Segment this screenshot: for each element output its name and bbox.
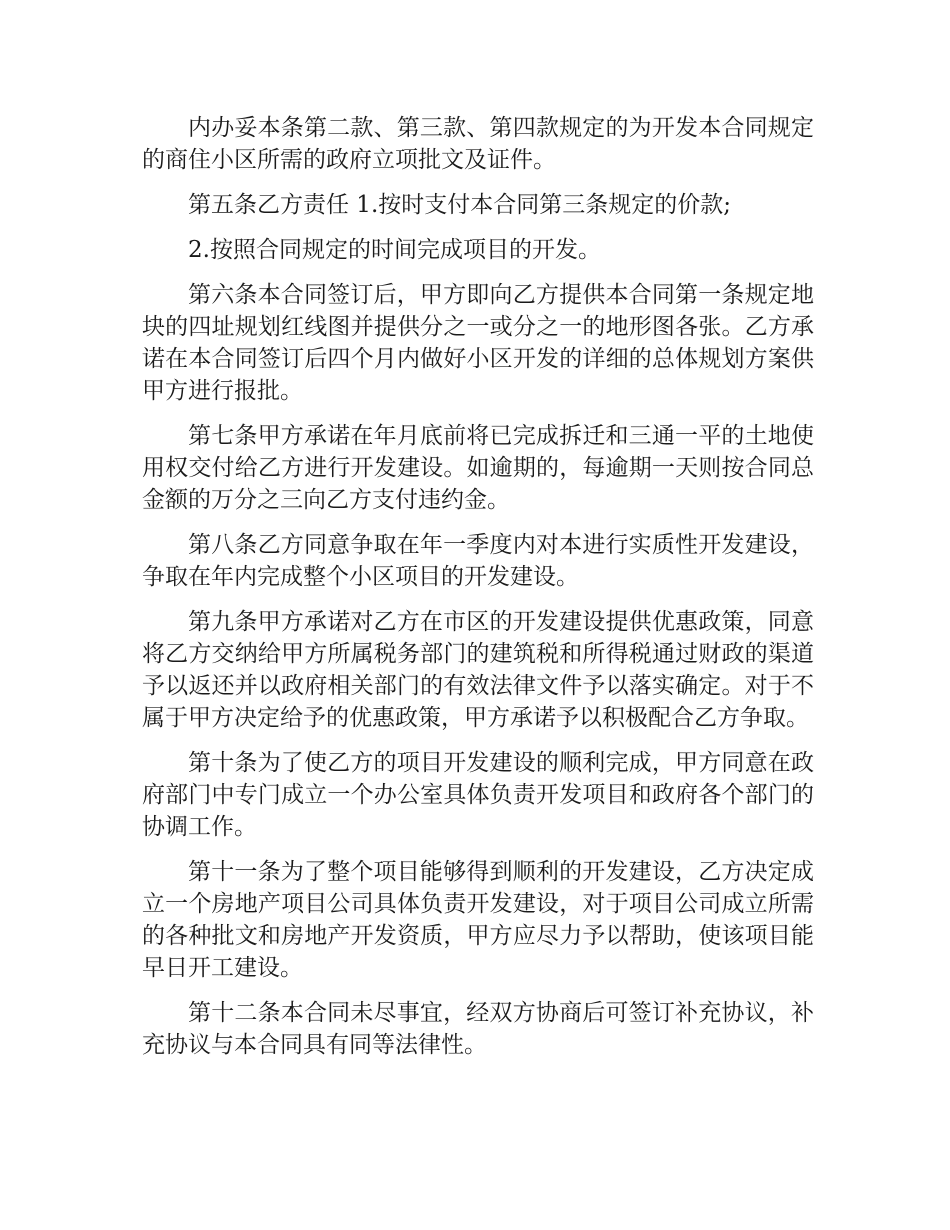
paragraph-article-7: 第七条甲方承诺在年月底前将已完成拆迁和三通一平的土地使用权交付给乙方进行开发建设。如逾期的，每逾期一天则按合同总金额的万分之三向乙方支付违约金。 <box>142 423 814 513</box>
paragraph-article-12: 第十二条本合同未尽事宜，经双方协商后可签订补充协议，补充协议与本合同具有同等法律性。 <box>142 1000 814 1058</box>
paragraph-article-11: 第十一条为了整个项目能够得到顺利的开发建设，乙方决定成立一个房地产项目公司具体负责开发建设，对于项目公司成立所需的各种批文和房地产开发资质，甲方应尽力予以帮助，使该项目能早日开工建设。 <box>142 859 814 981</box>
paragraph-article-5: 第五条乙方责任 1.按时支付本合同第三条规定的价款; <box>188 192 732 218</box>
paragraph-article-5-item-2: 2.按照合同规定的时间完成项目的开发。 <box>188 237 601 263</box>
document-body <box>142 112 814 1074</box>
paragraph-article-10: 第十条为了使乙方的项目开发建设的顺利完成，甲方同意在政府部门中专门成立一个办公室具体负责开发项目和政府各个部门的协调工作。 <box>142 750 814 840</box>
paragraph-article-8: 第八条乙方同意争取在年一季度内对本进行实质性开发建设，争取在年内完成整个小区项目的开发建设。 <box>142 532 814 590</box>
paragraph-continuation: 内办妥本条第二款、第三款、第四款规定的为开发本合同规定的商住小区所需的政府立项批文及证件。 <box>142 115 814 173</box>
paragraph-article-6: 第六条本合同签订后，甲方即向乙方提供本合同第一条规定地块的四址规划红线图并提供分之一或分之一的地形图各张。乙方承诺在本合同签订后四个月内做好小区开发的详细的总体规划方案供甲方进行报批。 <box>142 282 814 404</box>
paragraph-article-9: 第九条甲方承诺对乙方在市区的开发建设提供优惠政策，同意将乙方交纳给甲方所属税务部门的建筑税和所得税通过财政的渠道予以返还并以政府相关部门的有效法律文件予以落实确定。对于不属于甲方决定给予的优惠政策，甲方承诺予以积极配合乙方争取。 <box>142 609 814 731</box>
